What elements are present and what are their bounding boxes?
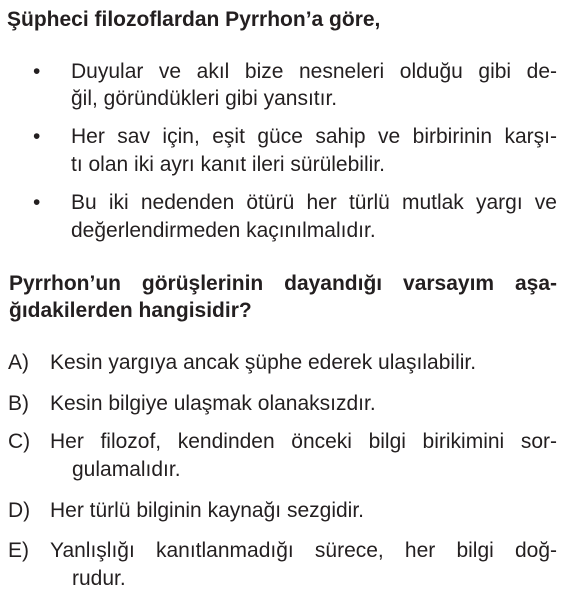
option-text-line: gulamalıdır. <box>72 458 181 481</box>
question-prompt-line: ğıdakilerden hangisidir? <box>9 299 252 322</box>
bullet-dot-icon: • <box>33 191 41 214</box>
option-text-line: Her türlü bilginin kaynağı sezgidir. <box>50 499 364 522</box>
question-prompt-line: Pyrrhon’un görüşlerinin dayandığı varsayım aşa- <box>9 272 557 295</box>
bullet-text-line: Bu iki nedenden ötürü her türlü mutlak yargı ve <box>71 191 557 214</box>
bullet-text-line: Her sav için, eşit güce sahip ve birbirinin karşı- <box>71 125 557 148</box>
option-letter: B) <box>8 392 29 415</box>
option-letter: C) <box>8 430 31 453</box>
bullet-dot-icon: • <box>33 125 41 148</box>
option-text-line: Her filozof, kendinden önceki bilgi birikimini sor- <box>50 430 557 453</box>
bullet-text-line: Duyular ve akıl bize nesneleri olduğu gibi de- <box>71 60 557 83</box>
option-text-line: Kesin yargıya ancak şüphe ederek ulaşılabilir. <box>50 351 477 374</box>
option-text-line: rudur. <box>72 567 126 590</box>
option-text-line: Kesin bilgiye ulaşmak olanaksızdır. <box>50 392 376 415</box>
option-letter: E) <box>8 539 29 562</box>
question-intro: Şüpheci filozoflardan Pyrrhon’a göre, <box>7 8 381 31</box>
option-text-line: Yanlışlığı kanıtlanmadığı sürece, her bilgi doğ- <box>50 539 557 562</box>
option-letter: D) <box>8 499 31 522</box>
bullet-text-line: tı olan iki ayrı kanıt ileri sürülebilir. <box>71 153 385 176</box>
bullet-dot-icon: • <box>33 60 41 83</box>
option-letter: A) <box>8 351 29 374</box>
bullet-text-line: ğil, göründükleri gibi yansıtır. <box>71 87 338 110</box>
bullet-text-line: değerlendirmeden kaçınılmalıdır. <box>71 219 376 242</box>
